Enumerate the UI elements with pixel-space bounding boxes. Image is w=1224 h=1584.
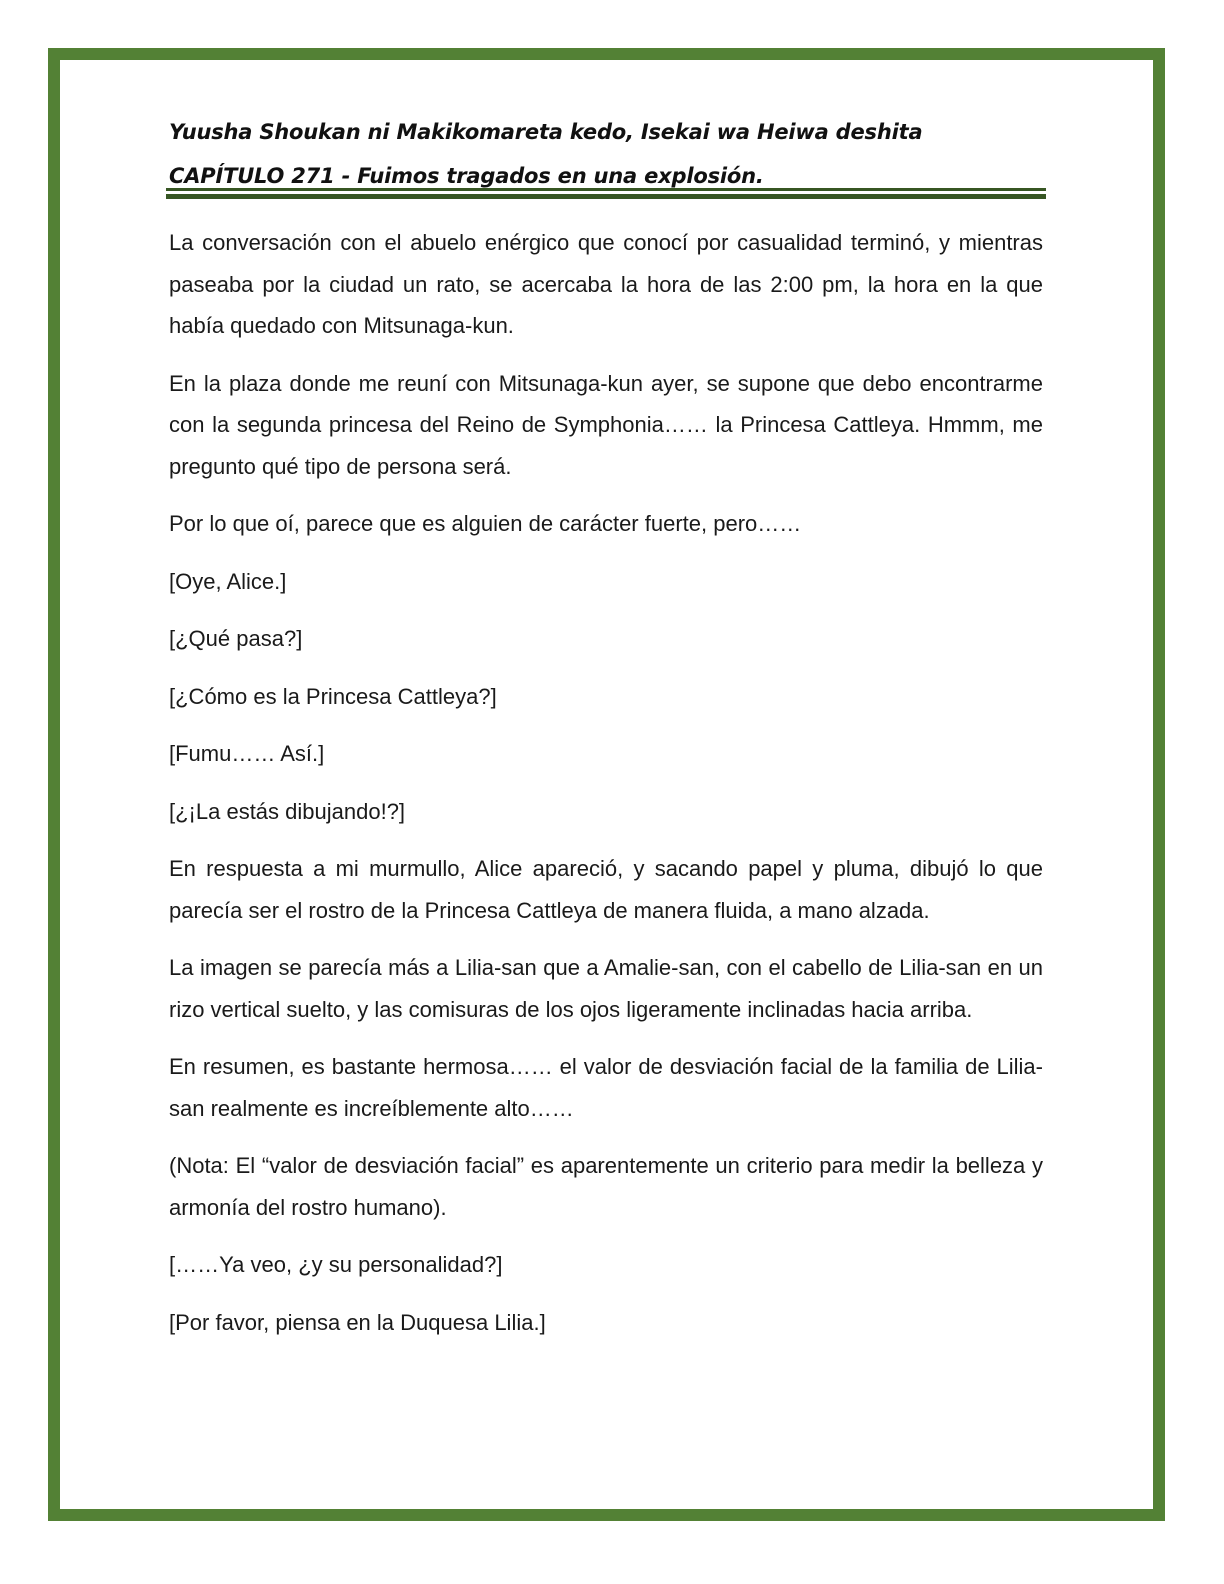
paragraph: La conversación con el abuelo enérgico que conocí por casualidad terminó, y mientras paseaba por la ciudad un rato, se acercaba la hora de las 2:00 pm, la hora en la que había quedado con Mitsunaga-kun. [169,230,1043,338]
header-divider [166,188,1046,199]
divider-thick-line [166,194,1046,199]
dialogue-line: [Oye, Alice.] [169,568,287,594]
paragraph: En resumen, es bastante hermosa…… el valor de desviación facial de la familia de Lilia-san realmente es increíblemente alto…… [169,1054,1043,1121]
chapter-title: CAPÍTULO 271 - Fuimos tragados en una explosión. [169,164,764,188]
paragraph: La imagen se parecía más a Lilia-san que a Amalie-san, con el cabello de Lilia-san en un rizo vertical suelto, y las comisuras de los ojos ligeramente inclinadas hacia arriba. [169,955,1043,1022]
dialogue-line: [Por favor, piensa en la Duquesa Lilia.] [169,1309,546,1335]
dialogue-line: [¿Qué pasa?] [169,626,303,651]
chapter-body [169,222,1043,1359]
paragraph: En la plaza donde me reuní con Mitsunaga-kun ayer, se supone que debo encontrarme con la segunda princesa del Reino de Symphonia…… la Princesa Cattleya. Hmmm, me pregunto qué tipo de persona será. [169,370,1043,479]
dialogue-line: [¿Cómo es la Princesa Cattleya?] [169,683,497,709]
paragraph: Por lo que oí, parece que es alguien de carácter fuerte, pero…… [169,511,802,536]
translator-note: (Nota: El “valor de desviación facial” es aparentemente un criterio para medir la belleza y armonía del rostro humano). [169,1153,1043,1220]
dialogue-line: [……Ya veo, ¿y su personalidad?] [169,1252,503,1277]
document-header [169,110,1043,198]
dialogue-line: [Fumu…… Así.] [169,741,325,766]
paragraph: En respuesta a mi murmullo, Alice apareció, y sacando papel y pluma, dibujó lo que parecía ser el rostro de la Princesa Cattleya de manera fluida, a mano alzada. [169,856,1043,923]
dialogue-line: [¿¡La estás dibujando!?] [169,798,406,824]
series-title: Yuusha Shoukan ni Makikomareta kedo, Isekai wa Heiwa deshita [169,120,923,144]
